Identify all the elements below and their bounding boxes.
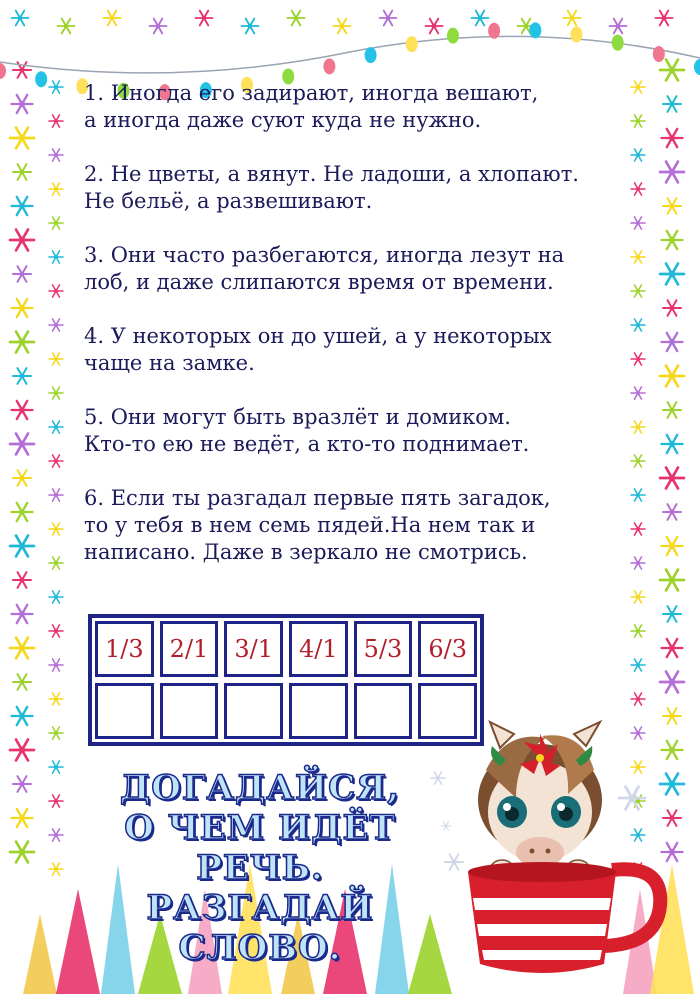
snowflake-icon [13, 776, 31, 792]
snowflake-icon [663, 606, 681, 622]
snowflake-icon [663, 300, 681, 316]
snowflake-icon [49, 251, 63, 263]
snowflake-icon [49, 659, 63, 671]
snowflake-icon [49, 625, 63, 637]
snowflake-icon [13, 368, 31, 384]
snowflake-icon [49, 489, 63, 501]
headline-line-2: О ЧЕМ ИДЁТ РЕЧЬ. [124, 808, 396, 888]
riddle-5: 5. Они могут быть вразлёт и домиком. Кто-то ею не ведёт, а кто-то поднимает. [84, 405, 530, 456]
snowflake-icon [49, 285, 63, 297]
snowflake-icon [660, 468, 684, 489]
snowflake-icon [660, 570, 684, 591]
snowflake-icon [334, 19, 351, 34]
answer-cell [95, 683, 154, 739]
snowflake-icon [380, 11, 397, 26]
snowflake-icon [49, 217, 63, 229]
snowflake-icon [660, 60, 684, 81]
snowflake-icon [12, 197, 33, 215]
snowflake-icon [12, 299, 33, 317]
hint-cell: 3/1 [224, 621, 283, 677]
snowflake-icon [660, 672, 684, 693]
snowflake-icon [12, 401, 33, 419]
snowflake-icon [13, 164, 31, 180]
snowflake-icon [49, 81, 63, 93]
snowflake-icon [663, 504, 681, 520]
garland-light-icon [529, 22, 541, 38]
snowflake-icon [631, 727, 645, 739]
snowflake-icon [656, 11, 673, 26]
snowflake-icon [662, 537, 683, 555]
snowflake-icon [660, 366, 684, 387]
snowflake-icon [631, 829, 645, 841]
snowflake-icon [10, 128, 34, 149]
snowflake-icon [13, 470, 31, 486]
answer-grid [88, 614, 484, 746]
answer-cell [418, 683, 477, 739]
snowflake-icon [49, 115, 63, 127]
riddle-1: 1. Иногда его задирают, иногда вешают, а иногда даже суют куда не нужно. [84, 81, 539, 132]
snowflake-icon [196, 11, 213, 26]
snowflake-icon [13, 572, 31, 588]
answer-cell [354, 683, 413, 739]
hint-cell: 4/1 [289, 621, 348, 677]
snowflake-icon [49, 319, 63, 331]
hint-cell: 6/3 [418, 621, 477, 677]
riddle-4: 4. У некоторых он до ушей, а у некоторых чаще на замке. [84, 324, 552, 375]
snowflake-icon [660, 264, 684, 285]
snowflake-icon [49, 353, 63, 365]
snowflake-icon [10, 638, 34, 659]
headline-line-1: ДОГАДАЙСЯ, [120, 768, 400, 808]
garland-light-icon [653, 46, 665, 62]
garland-light-icon [406, 36, 418, 52]
garland-light-icon [323, 58, 335, 74]
snowflake-icon [10, 434, 34, 455]
snowflake-icon [631, 693, 645, 705]
snowflake-icon [10, 740, 34, 761]
snowflake-icon [426, 19, 443, 34]
snowflake-icon [49, 421, 63, 433]
answer-cell [289, 683, 348, 739]
snowflake-icon [49, 149, 63, 161]
snowflake-icon [662, 129, 683, 147]
garland-light-icon [488, 23, 500, 39]
snowflake-icon [10, 332, 34, 353]
snowflake-icon [662, 843, 683, 861]
garland-light-icon [0, 63, 6, 79]
hint-cell: 5/3 [354, 621, 413, 677]
snowflake-icon [104, 11, 121, 26]
snowflake-icon [472, 11, 489, 26]
snowflake-icon [49, 727, 63, 739]
garland-light-icon [447, 28, 459, 44]
snowflake-icon [10, 230, 34, 251]
snowflake-icon [631, 761, 645, 773]
snowflake-icon [662, 333, 683, 351]
snowflake-icon [49, 455, 63, 467]
snowflake-icon [13, 674, 31, 690]
snowflake-icon [13, 266, 31, 282]
snowflake-icon [12, 503, 33, 521]
snowflake-icon [12, 809, 33, 827]
riddle-2: 2. Не цветы, а вянут. Не ладоши, а хлопают. Не бельё, а развешивают. [84, 162, 579, 213]
snowflake-icon [663, 402, 681, 418]
snowflake-icon [49, 183, 63, 195]
garland-light-icon [694, 59, 700, 75]
snowflake-icon [564, 11, 581, 26]
snowflake-icon [150, 19, 167, 34]
snowflake-icon [663, 96, 681, 112]
snowflake-icon [49, 693, 63, 705]
snowflake-icon [49, 591, 63, 603]
answer-cell [160, 683, 219, 739]
garland-light-icon [35, 71, 47, 87]
garland-light-icon [612, 35, 624, 51]
snowflake-icon [610, 19, 627, 34]
snowflake-icon [662, 435, 683, 453]
snowflake-icon [12, 605, 33, 623]
snowflake-icon [242, 19, 259, 34]
snowflake-icon [288, 11, 305, 26]
riddles-list [84, 80, 644, 593]
snowflake-icon [660, 162, 684, 183]
headline-line-3: РАЗГАДАЙ СЛОВО. [146, 888, 374, 968]
snowflake-icon [663, 810, 681, 826]
snowflake-icon [662, 231, 683, 249]
unicorn-in-mug-illustration [468, 722, 660, 973]
snowflake-icon [631, 659, 645, 671]
snowflake-icon [662, 639, 683, 657]
snowflake-icon [49, 523, 63, 535]
answer-cell [224, 683, 283, 739]
snowflake-icon [10, 536, 34, 557]
garland-light-icon [365, 47, 377, 63]
snowflake-icon [58, 19, 75, 34]
snowflake-icon [663, 198, 681, 214]
snowflake-icon [49, 387, 63, 399]
snowflake-icon [663, 708, 681, 724]
snowflake-icon [12, 707, 33, 725]
riddle-6: 6. Если ты разгадал первые пять загадок, то у тебя в нем семь пядей.На нем так и написано. Даже в зеркало не смотрись. [84, 486, 551, 564]
garland-light-icon [570, 26, 582, 42]
headline [60, 768, 460, 968]
snowflake-icon [10, 842, 34, 863]
snowflake-icon [49, 557, 63, 569]
snowflake-icon [12, 95, 33, 113]
snowflake-icon [631, 625, 645, 637]
snowflake-icon [12, 11, 29, 26]
hint-cell: 2/1 [160, 621, 219, 677]
hint-cell: 1/3 [95, 621, 154, 677]
christmas-tree-icon [23, 914, 57, 994]
snowflake-icon [660, 774, 684, 795]
snowflake-icon [662, 741, 683, 759]
riddle-3: 3. Они часто разбегаются, иногда лезут на лоб, и даже слипаются время от времени. [84, 243, 565, 294]
